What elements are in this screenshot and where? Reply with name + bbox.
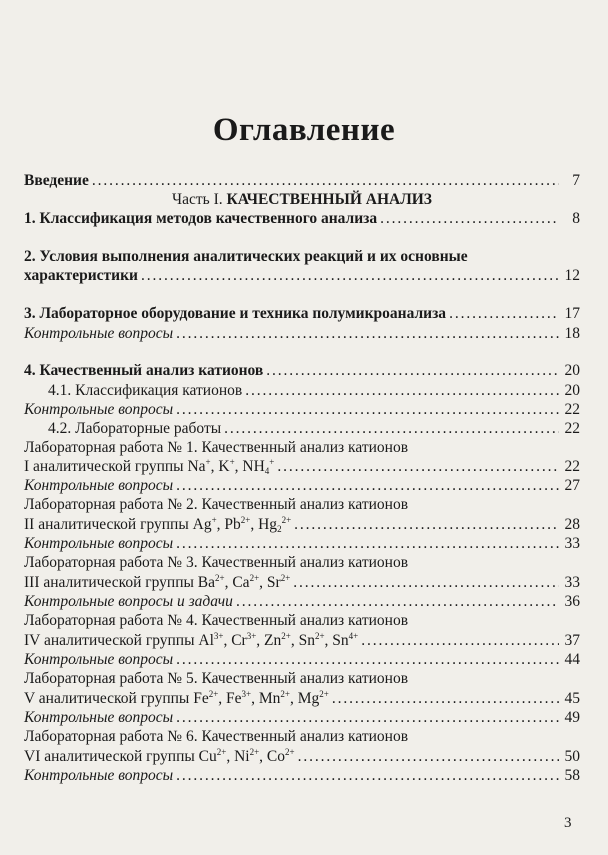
part-prefix: Часть I. (172, 191, 223, 208)
toc-entry-ch1[interactable] (24, 210, 580, 228)
part-name: КАЧЕСТВЕННЫЙ АНАЛИЗ (226, 191, 432, 208)
toc-entry-title: Контрольные вопросы (24, 651, 174, 668)
toc-page-number: 33 (564, 535, 580, 552)
toc-page-number: 49 (564, 709, 580, 726)
toc-entry-title: Контрольные вопросы (24, 535, 174, 552)
toc-entry-title: II аналитической группы Ag+, $Pb^{2+}$, $Hg_2^{2+}$ (24, 515, 292, 534)
toc-entry-intro[interactable] (24, 172, 580, 190)
toc-page-number: 58 (564, 767, 580, 784)
dot-leader (176, 325, 559, 343)
toc-entry-ch4-2[interactable] (48, 420, 580, 438)
toc-page-number: 7 (572, 172, 580, 189)
toc-entry-lab1-line1[interactable]: Лабораторная работа № 1. Качественный анализ катионов (24, 439, 409, 456)
toc-entry-lab3-questions[interactable] (24, 593, 580, 611)
page-title: Оглавление (212, 112, 396, 148)
toc-entry-title: Контрольные вопросы (24, 767, 174, 784)
dot-leader (176, 401, 559, 419)
toc-page-number: 8 (572, 210, 580, 227)
dot-leader (294, 516, 559, 534)
dot-leader (176, 477, 559, 495)
toc-page-number: 22 (564, 458, 580, 475)
toc-page-number: 45 (564, 690, 580, 707)
toc-entry-lab6-questions[interactable] (24, 767, 580, 785)
dot-leader (141, 267, 559, 285)
dot-leader (236, 593, 559, 611)
toc-page-number: 37 (564, 632, 580, 649)
dot-leader (176, 651, 559, 669)
part-heading (24, 191, 580, 209)
toc-entry-lab4-line1[interactable]: Лабораторная работа № 4. Качественный анализ катионов (24, 612, 409, 629)
toc-entry-ch4-1-questions[interactable] (24, 401, 580, 419)
dot-leader (266, 362, 559, 380)
toc-entry-title: Введение (24, 172, 89, 189)
toc-entry-ch3-questions[interactable] (24, 325, 580, 343)
toc-page-number: 22 (564, 401, 580, 418)
dot-leader (449, 305, 559, 323)
dot-leader (361, 632, 559, 650)
toc-page-number: 17 (564, 305, 580, 322)
page-number: 3 (564, 815, 572, 831)
toc-entry-lab2-line1[interactable]: Лабораторная работа № 2. Качественный анализ катионов (24, 496, 409, 513)
dot-leader (332, 690, 559, 708)
toc-entry-title: IV аналитической группы $Al^{3+}$, $Cr^{3+}$, $Zn^{2+}$, $Sn^{2+}$, $Sn^{4+}$ (24, 631, 359, 649)
dot-leader (224, 420, 559, 438)
toc-entry-lab3[interactable] (24, 574, 580, 592)
toc-entry-title: 4.1. Классификация катионов (48, 382, 243, 399)
toc-entry-lab1[interactable] (24, 458, 580, 476)
toc-entry-title: характеристики (24, 267, 138, 284)
toc-page-number: 36 (564, 593, 580, 610)
toc-page-number: 44 (564, 651, 580, 668)
toc-entry-title: Контрольные вопросы (24, 477, 174, 494)
toc-entry-title: VI аналитической группы $Cu^{2+}$, $Ni^{2+}$, $Co^{2+}$ (24, 747, 295, 765)
toc-entry-title: 4. Качественный анализ катионов (24, 362, 264, 379)
dot-leader (245, 382, 559, 400)
toc-entry-lab5[interactable] (24, 690, 580, 708)
dot-leader (176, 709, 559, 727)
toc-entry-lab2-questions[interactable] (24, 535, 580, 553)
toc-page-number: 18 (564, 325, 580, 342)
toc-page-number: 22 (564, 420, 580, 437)
toc-page-number: 28 (564, 516, 580, 533)
toc-entry-lab6-line1[interactable]: Лабораторная работа № 6. Качественный анализ катионов (24, 728, 409, 745)
toc-entry-title: Контрольные вопросы (24, 325, 174, 342)
toc-page-number: 33 (564, 574, 580, 591)
dot-leader (277, 458, 559, 476)
toc-entry-title: 4.2. Лабораторные работы (48, 420, 222, 437)
toc-entry-lab5-line1[interactable]: Лабораторная работа № 5. Качественный анализ катионов (24, 670, 409, 687)
dot-leader (298, 748, 559, 766)
dot-leader (176, 535, 559, 553)
toc-page-number: 12 (564, 267, 580, 284)
dot-leader (176, 767, 559, 785)
toc-entry-ch4-1[interactable] (48, 382, 580, 400)
toc-entry-ch4[interactable] (24, 362, 580, 380)
toc-entry-lab4-questions[interactable] (24, 651, 580, 669)
dot-leader (380, 210, 559, 228)
toc-entry-ch3[interactable] (24, 305, 580, 323)
toc-entry-lab2[interactable] (24, 516, 580, 534)
toc-entry-ch2[interactable] (24, 267, 580, 285)
toc-entry-title: V аналитической группы $Fe^{2+}$, $Fe^{3+}$, $Mn^{2+}$, $Mg^{2+}$ (24, 689, 329, 707)
dot-leader (293, 574, 559, 592)
toc-entry-title: 1. Классификация методов качественного анализа (24, 210, 378, 227)
toc-page-number: 27 (564, 477, 580, 494)
toc-page-number: 20 (564, 362, 580, 379)
toc-entry-lab5-questions[interactable] (24, 709, 580, 727)
toc-entry-title: I аналитической группы Na+, K+, $NH_4^+$ (24, 457, 275, 476)
toc-entry-title: 3. Лабораторное оборудование и техника полумикроанализа (24, 305, 447, 322)
toc-entry-title: III аналитической группы $Ba^{2+}$, $Ca^{2+}$, $Sr^{2+}$ (24, 573, 291, 591)
toc-entry-title: Контрольные вопросы и задачи (24, 593, 233, 610)
dot-leader (92, 172, 559, 190)
toc-entry-lab4[interactable] (24, 632, 580, 650)
toc-entry-lab1-questions[interactable] (24, 477, 580, 495)
toc-entry-title: Контрольные вопросы (24, 401, 174, 418)
toc-entry-title: Контрольные вопросы (24, 709, 174, 726)
toc-entry-ch2-line1[interactable]: 2. Условия выполнения аналитических реакций и их основные (24, 248, 468, 265)
toc-entry-lab6[interactable] (24, 748, 580, 766)
toc-entry-lab3-line1[interactable]: Лабораторная работа № 3. Качественный анализ катионов (24, 554, 409, 571)
toc-page-number: 50 (564, 748, 580, 765)
toc-page-number: 20 (564, 382, 580, 399)
